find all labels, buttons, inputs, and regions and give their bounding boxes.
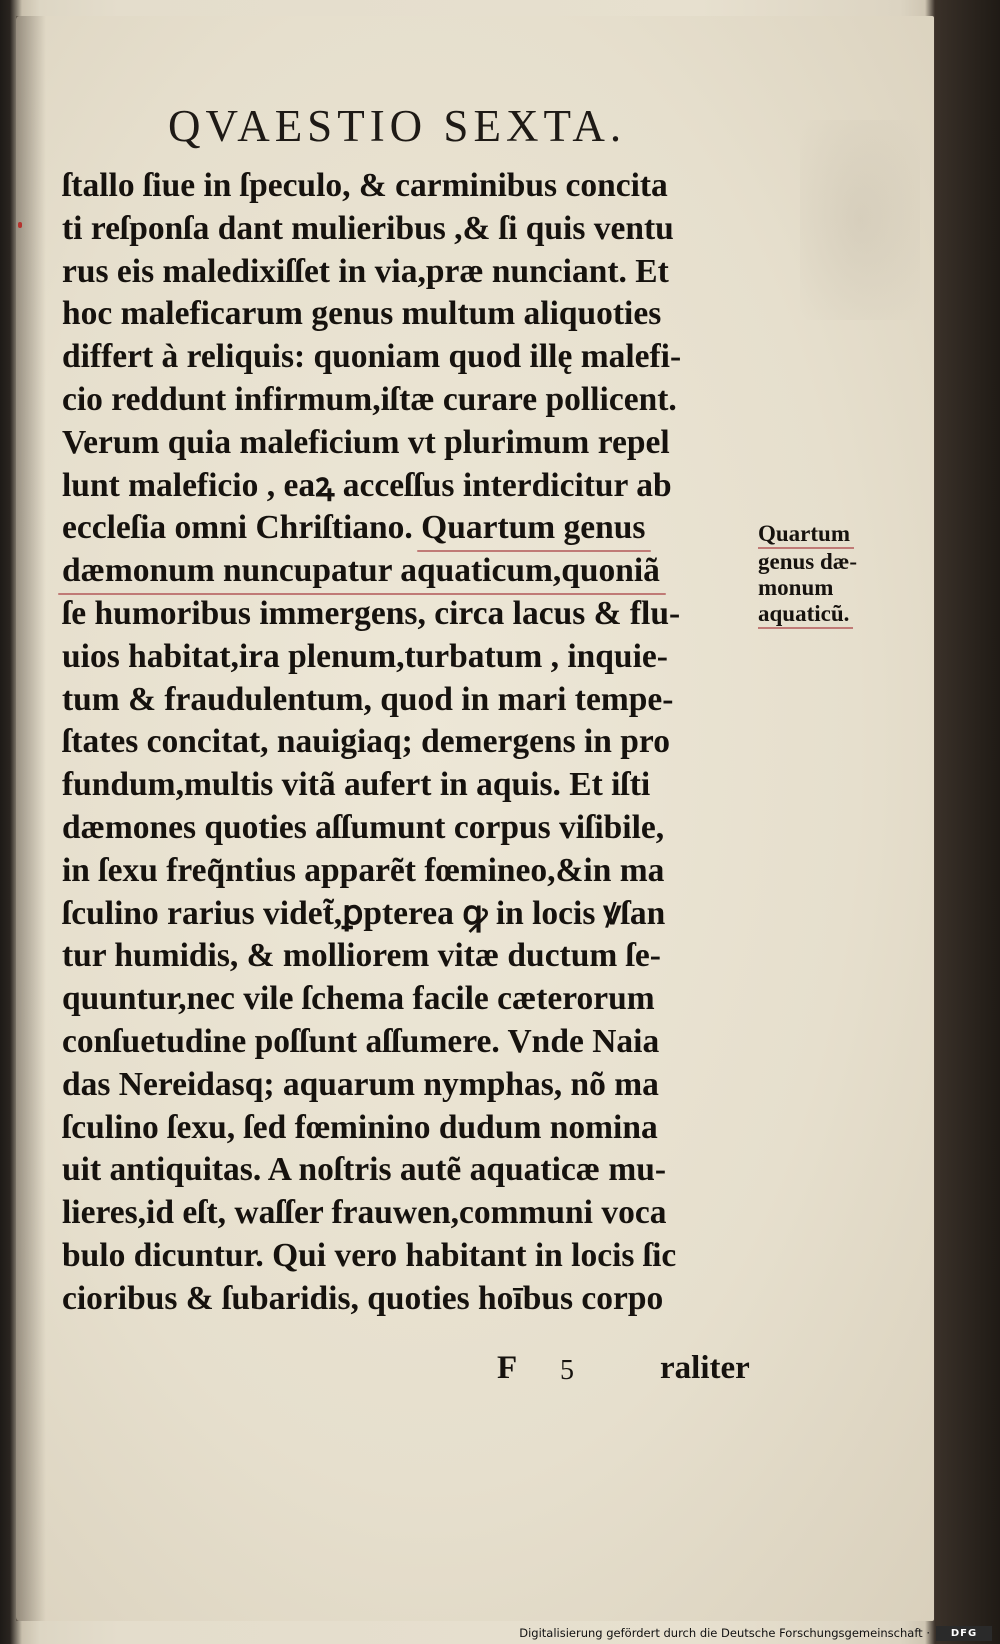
text-line-content: ti reſponſa dant mulieribus ,& ſi quis ventu	[62, 209, 674, 247]
text-line	[62, 850, 742, 893]
text-line-content: lieres,id eſt, waſſer frauwen,communi voca	[62, 1194, 667, 1232]
text-line	[62, 293, 742, 336]
text-line-content: dæmones quoties aſſumunt corpus viſibile,	[62, 808, 665, 846]
marginal-note-line: monum	[758, 575, 834, 600]
text-line	[62, 1064, 742, 1107]
text-line	[62, 336, 742, 379]
signature-mark: F	[497, 1350, 518, 1386]
text-line-content: lunt maleficio , eaꝝ acceſſus interdicitur ab	[62, 466, 672, 504]
text-line	[62, 1192, 742, 1235]
text-line-content: ſtates concitat, nauigiaq; demergens in pro	[62, 723, 670, 761]
text-line-content: differt à reliquis: quoniam quod illę malefi-	[62, 338, 682, 376]
marginal-note	[758, 521, 898, 629]
text-line	[62, 422, 742, 465]
text-line-content: uios habitat,ira plenum,turbatum , inquie-	[62, 637, 668, 675]
text-line-content: conſuetudine poſſunt aſſumere. Vnde Naia	[62, 1022, 660, 1060]
text-line-content: Verum quia maleficium vt plurimum repel	[62, 423, 670, 461]
text-line	[62, 1021, 742, 1064]
text-line	[62, 379, 742, 422]
text-line	[62, 636, 742, 679]
text-line-content: ſe humoribus immergens, circa lacus & flu-	[62, 594, 681, 632]
text-line	[62, 893, 742, 936]
text-line	[62, 1278, 742, 1321]
dfg-logo: DFG	[936, 1626, 992, 1641]
text-line	[62, 165, 742, 208]
text-line-content: quuntur,nec vile ſchema facile cæterorum	[62, 980, 655, 1018]
show-through-stain	[800, 120, 920, 320]
text-line-content: uit antiquitas. A noſtris autẽ aquaticæ mu-	[62, 1151, 667, 1189]
marginal-note-line: Quartum	[758, 521, 854, 549]
text-line-content: bulo dicuntur. Qui vero habitant in locis ſic	[62, 1236, 677, 1274]
text-line-content: in ſexu freq̃ntius apparẽt fœmineo,&in ma	[62, 851, 665, 889]
catchword: raliter	[660, 1350, 750, 1386]
text-line-content: cio reddunt infirmum,iſtæ curare pollicent.	[62, 380, 677, 418]
text-line	[62, 251, 742, 294]
text-line-content: rus eis maledixiſſet in via,præ nunciant. Et	[62, 252, 669, 290]
text-line-content: cioribus & ſubaridis, quoties hoībus corpo	[62, 1279, 664, 1317]
running-head: QVAESTIO SEXTA.	[168, 101, 627, 151]
text-line-content: eccleſia omni Chriſtiano.	[62, 509, 413, 547]
text-line-content: tur humidis, & molliorem vitæ ductum ſe-	[62, 937, 661, 975]
text-line	[62, 1235, 742, 1278]
text-line	[62, 978, 742, 1021]
body-text	[62, 165, 742, 1321]
text-line	[62, 465, 742, 508]
digitization-credit: Digitalisierung gefördert durch die Deutsche Forschungsgemeinschaft ·	[519, 1626, 930, 1640]
gutter-shadow	[16, 16, 46, 1621]
text-line-content: ſculino ſexu, ſed fœminino dudum nomina	[62, 1108, 658, 1146]
red-margin-mark	[18, 222, 22, 228]
marginal-note-line: aquaticũ.	[758, 601, 853, 629]
text-line	[62, 807, 742, 850]
signature-number: 5	[560, 1355, 574, 1386]
text-line	[62, 550, 742, 593]
text-line	[62, 1107, 742, 1150]
text-line	[62, 1149, 742, 1192]
text-line-content: hoc maleficarum genus multum aliquoties	[62, 295, 662, 333]
text-line	[62, 507, 742, 550]
text-line-content: tum & fraudulentum, quod in mari tempe-	[62, 680, 674, 718]
text-line	[62, 593, 742, 636]
rubric-phrase: Quartum genus	[421, 507, 645, 550]
text-line	[62, 679, 742, 722]
text-line	[62, 935, 742, 978]
text-line-content: fundum,multis vitã aufert in aquis. Et iſti	[62, 766, 651, 804]
text-line-content: ſculino rarius videt̃,ꝑpterea ꝙ in locis ꝟſan	[62, 894, 666, 932]
marginal-note-line: genus dæ-	[758, 549, 858, 574]
text-line-content: ſtallo ſiue in ſpeculo, & carminibus concita	[62, 167, 668, 204]
text-line	[62, 208, 742, 251]
text-line	[62, 721, 742, 764]
text-line-content: das Nereidasq; aquarum nymphas, nõ ma	[62, 1065, 659, 1103]
text-line	[62, 764, 742, 807]
text-line-content: dæmonum nuncupatur aquaticum,quoniã	[62, 550, 660, 593]
